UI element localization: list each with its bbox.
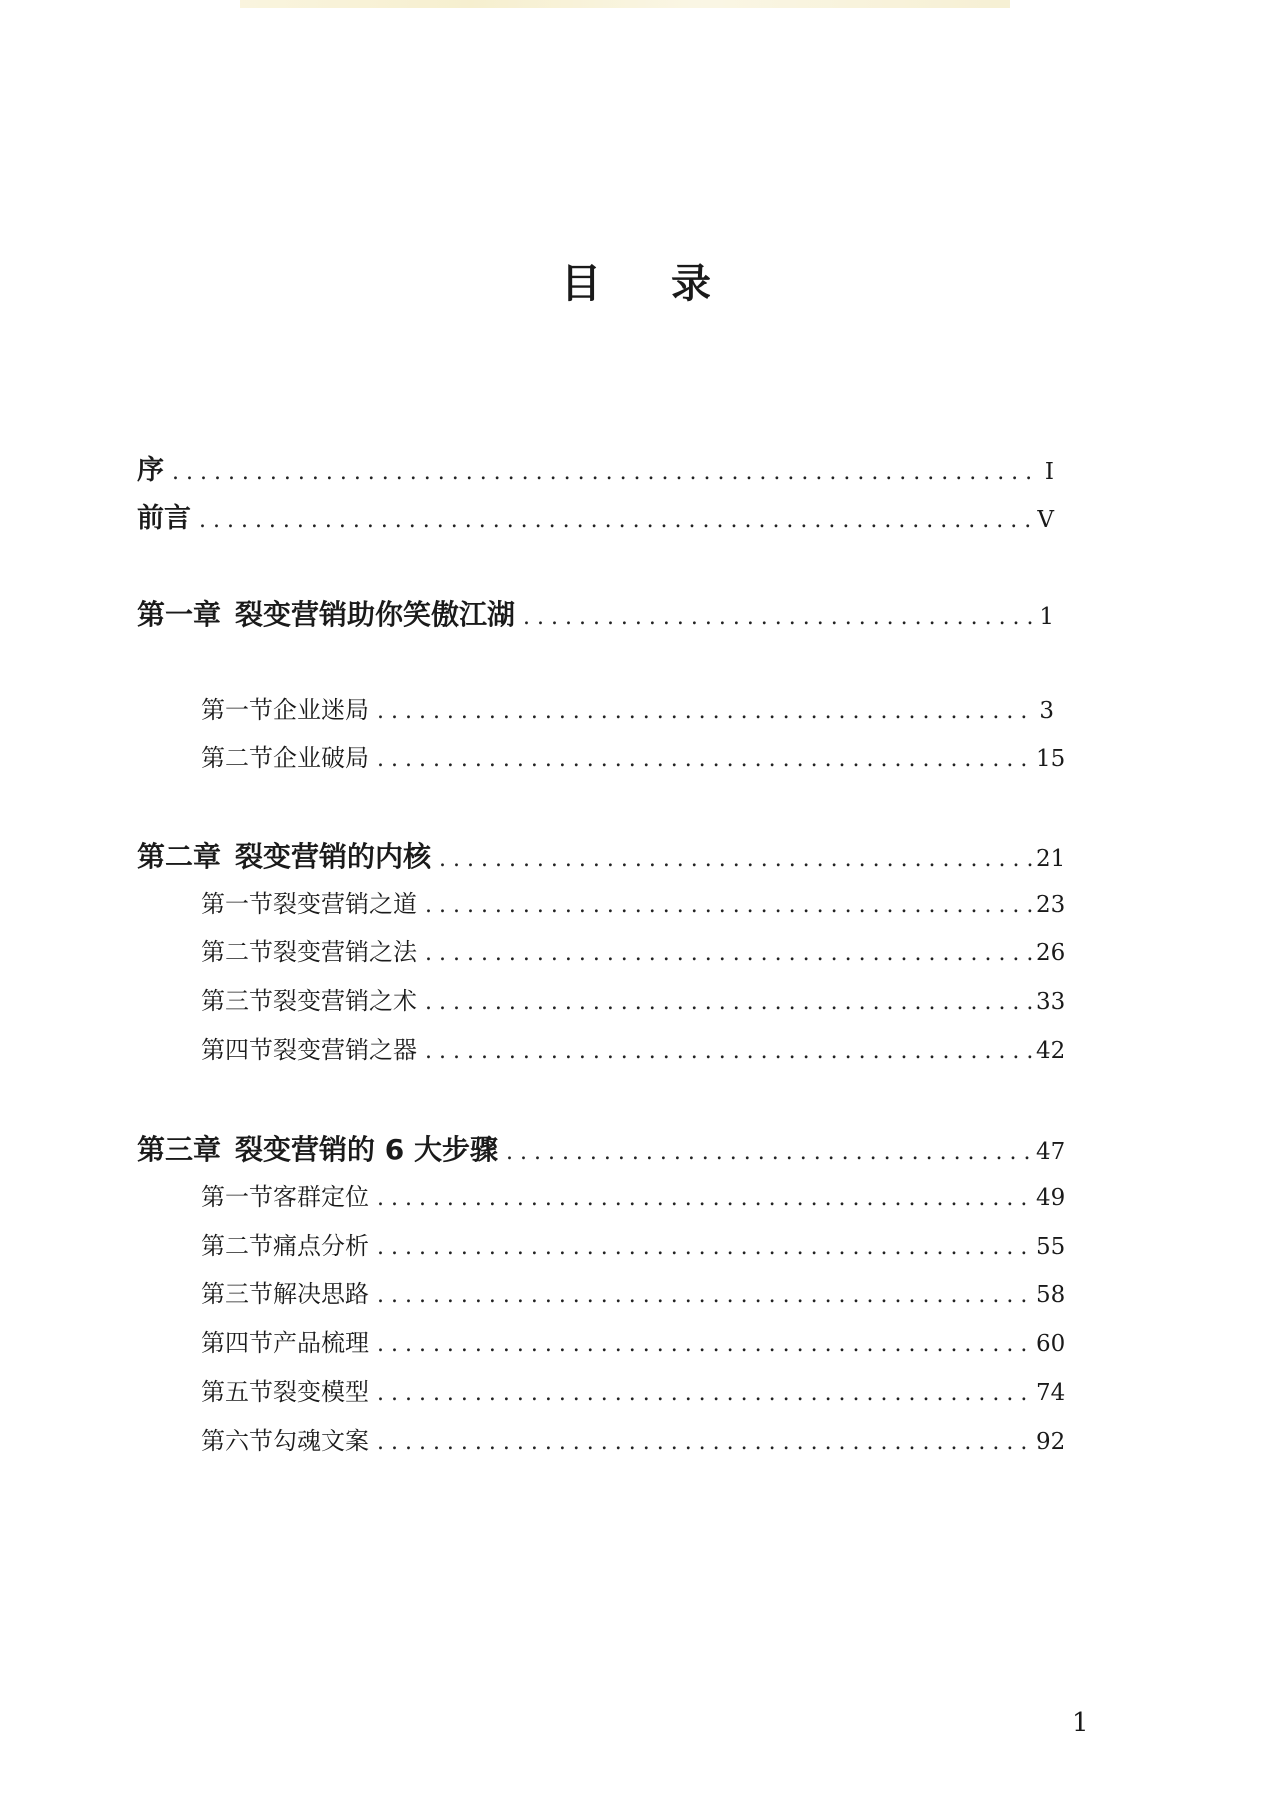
toc-chapter-2[interactable]: [137, 835, 1066, 873]
section-number: 第二节: [201, 744, 273, 772]
chapter-title: 裂变营销的内核: [235, 840, 432, 873]
toc-entry-page: 1: [1039, 604, 1054, 630]
dot-leader: [377, 1283, 1032, 1308]
dot-leader: [439, 847, 1032, 872]
toc-section-1-1[interactable]: [201, 690, 1054, 724]
toc-section-2-4[interactable]: [201, 1030, 1066, 1064]
dot-leader: [506, 1140, 1032, 1165]
toc-entry-page: 23: [1036, 892, 1066, 918]
toc-entry-page: 92: [1036, 1429, 1066, 1455]
chapter-title: 裂变营销助你笑傲江湖: [235, 598, 516, 631]
toc-chapter-1[interactable]: [137, 593, 1054, 631]
toc-entry-page: 15: [1036, 746, 1066, 772]
toc-entry-page: 47: [1036, 1139, 1066, 1165]
toc-section-3-1[interactable]: [201, 1177, 1066, 1211]
section-number: 第二节: [201, 938, 273, 966]
section-number: 第三节: [201, 987, 273, 1015]
toc-entry-preface[interactable]: [137, 448, 1054, 486]
toc-entry-page: 42: [1036, 1038, 1066, 1064]
section-title: 企业破局: [273, 744, 369, 772]
chapter-number: 第二章: [137, 840, 222, 873]
dot-leader: [377, 1332, 1032, 1357]
section-number: 第五节: [201, 1378, 273, 1406]
toc-section-2-3[interactable]: [201, 981, 1066, 1015]
toc-section-3-6[interactable]: [201, 1421, 1066, 1455]
section-number: 第三节: [201, 1280, 273, 1308]
dot-leader: [425, 1039, 1032, 1064]
section-title: 裂变营销之术: [273, 987, 417, 1015]
section-title: 解决思路: [273, 1280, 369, 1308]
toc-section-3-3[interactable]: [201, 1274, 1066, 1308]
toc-entry-page: 21: [1036, 846, 1066, 872]
toc-section-3-4[interactable]: [201, 1323, 1066, 1357]
toc-section-2-2[interactable]: [201, 932, 1066, 966]
toc-entry-label: 序: [137, 455, 164, 486]
dot-leader: [377, 1381, 1032, 1406]
toc-chapter-3[interactable]: [137, 1128, 1066, 1166]
section-title: 裂变营销之法: [273, 938, 417, 966]
toc-entry-page: I: [1044, 459, 1054, 485]
toc-entry-page: 55: [1036, 1234, 1066, 1260]
section-title: 客群定位: [273, 1183, 369, 1211]
toc-entry-label: 前言: [137, 503, 191, 534]
dot-leader: [523, 605, 1032, 630]
dot-leader: [377, 1430, 1032, 1455]
dot-leader: [377, 747, 1032, 772]
toc-section-2-1[interactable]: [201, 884, 1066, 918]
toc-entry-page: 60: [1036, 1331, 1066, 1357]
section-title: 裂变营销之道: [273, 890, 417, 918]
dot-leader: [377, 1186, 1032, 1211]
dot-leader: [425, 941, 1032, 966]
dot-leader: [377, 1235, 1032, 1260]
section-title: 企业迷局: [273, 696, 369, 724]
toc-section-3-2[interactable]: [201, 1226, 1066, 1260]
section-number: 第一节: [201, 890, 273, 918]
section-title: 裂变模型: [273, 1378, 369, 1406]
dot-leader: [377, 699, 1032, 724]
chapter-title: 裂变营销的 6 大步骤: [235, 1133, 498, 1166]
toc-section-1-2[interactable]: [201, 738, 1066, 772]
section-number: 第四节: [201, 1036, 273, 1064]
section-title: 产品梳理: [273, 1329, 369, 1357]
page-number: 1: [1072, 1708, 1089, 1738]
toc-section-3-5[interactable]: [201, 1372, 1066, 1406]
toc-entry-page: 74: [1036, 1380, 1066, 1406]
toc-entry-page: 33: [1036, 989, 1066, 1015]
dot-leader: [199, 508, 1032, 533]
toc-entry-page: 49: [1036, 1185, 1066, 1211]
chapter-number: 第一章: [137, 598, 222, 631]
section-number: 第一节: [201, 696, 273, 724]
toc-entry-page: 58: [1036, 1282, 1066, 1308]
dot-leader: [425, 893, 1032, 918]
section-number: 第一节: [201, 1183, 273, 1211]
chapter-number: 第三章: [137, 1133, 222, 1166]
section-title: 裂变营销之器: [273, 1036, 417, 1064]
page-title: 目 录: [561, 261, 739, 307]
toc-entry-foreword[interactable]: [137, 496, 1054, 534]
section-title: 勾魂文案: [273, 1427, 369, 1455]
section-number: 第六节: [201, 1427, 273, 1455]
section-title: 痛点分析: [273, 1232, 369, 1260]
toc-entry-page: 26: [1036, 940, 1066, 966]
toc-entry-page: 3: [1039, 698, 1054, 724]
section-number: 第四节: [201, 1329, 273, 1357]
toc-entry-page: V: [1037, 507, 1054, 533]
dot-leader: [425, 990, 1032, 1015]
section-number: 第二节: [201, 1232, 273, 1260]
dot-leader: [172, 460, 1032, 485]
